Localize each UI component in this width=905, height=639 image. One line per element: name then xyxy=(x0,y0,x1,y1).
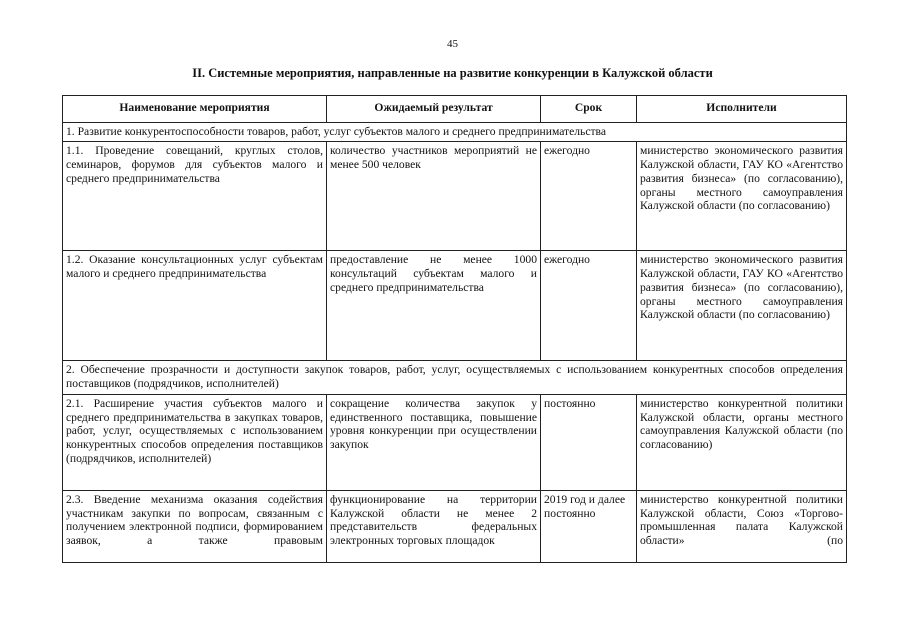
page-number: 45 xyxy=(447,38,458,50)
section-heading: II. Системные мероприятия, направленные на развитие конкуренции в Калужской области xyxy=(192,66,713,80)
section-title-2: 2. Обеспечение прозрачности и доступности закупок товаров, работ, услуг, осуществляемых с использованием конкурентных способов определения поставщиков (подрядчиков, исполнителей) xyxy=(63,361,847,394)
executors-cell: министерство конкурентной политики Калужской области, Союз «Торгово-промышленная палата Калужской области» (по xyxy=(637,490,847,562)
table-row xyxy=(63,142,847,251)
section-row-1 xyxy=(63,122,847,142)
section-title-1: 1. Развитие конкурентоспособности товаров, работ, услуг субъектов малого и среднего предпринимательства xyxy=(63,122,847,142)
result-cell: предоставление не менее 1000 консультаций субъектам малого и среднего предпринимательства xyxy=(327,251,541,361)
measure-name-cell: 1.1. Проведение совещаний, круглых столов, семинаров, форумов для субъектов малого и среднего предпринимательства xyxy=(63,142,327,251)
column-header-result: Ожидаемый результат xyxy=(327,96,541,123)
measure-name-cell: 2.1. Расширение участия субъектов малого и среднего предпринимательства в закупках товаров, работ, услуг, осуществляемых с использованием конкурентных способов определения поставщиков (подрядчиков, исполнителей) xyxy=(63,394,327,490)
measure-name-cell: 1.2. Оказание консультационных услуг субъектам малого и среднего предпринимательства xyxy=(63,251,327,361)
result-cell: функционирование на территории Калужской области не менее 2 представительств федеральных электронных торговых площадок xyxy=(327,490,541,562)
executors-cell: министерство экономического развития Калужской области, ГАУ КО «Агентство развития бизнеса» (по согласованию), органы местного самоуправления Калужской области (по согласованию) xyxy=(637,142,847,251)
table-header-row xyxy=(63,96,847,123)
executors-cell: министерство конкурентной политики Калужской области, органы местного самоуправления Калужской области (по согласованию) xyxy=(637,394,847,490)
result-cell: количество участников мероприятий не менее 500 человек xyxy=(327,142,541,251)
term-cell: постоянно xyxy=(541,394,637,490)
executors-cell: министерство экономического развития Калужской области, ГАУ КО «Агентство развития бизнеса» (по согласованию), органы местного самоуправления Калужской области (по согласованию) xyxy=(637,251,847,361)
column-header-name: Наименование мероприятия xyxy=(63,96,327,123)
section-row-2 xyxy=(63,361,847,394)
table-row xyxy=(63,251,847,361)
term-cell: ежегодно xyxy=(541,251,637,361)
result-cell: сокращение количества закупок у единственного поставщика, повышение уровня конкуренции при осуществлении закупок xyxy=(327,394,541,490)
table-row xyxy=(63,394,847,490)
term-cell: 2019 год и далее постоянно xyxy=(541,490,637,562)
term-cell: ежегодно xyxy=(541,142,637,251)
measures-table xyxy=(62,95,847,563)
table-row xyxy=(63,490,847,562)
column-header-executors: Исполнители xyxy=(637,96,847,123)
measure-name-cell: 2.3. Введение механизма оказания содействия участникам закупки по вопросам, связанным с получением электронной подписи, формированием заявок, а также правовым xyxy=(63,490,327,562)
column-header-term: Срок xyxy=(541,96,637,123)
